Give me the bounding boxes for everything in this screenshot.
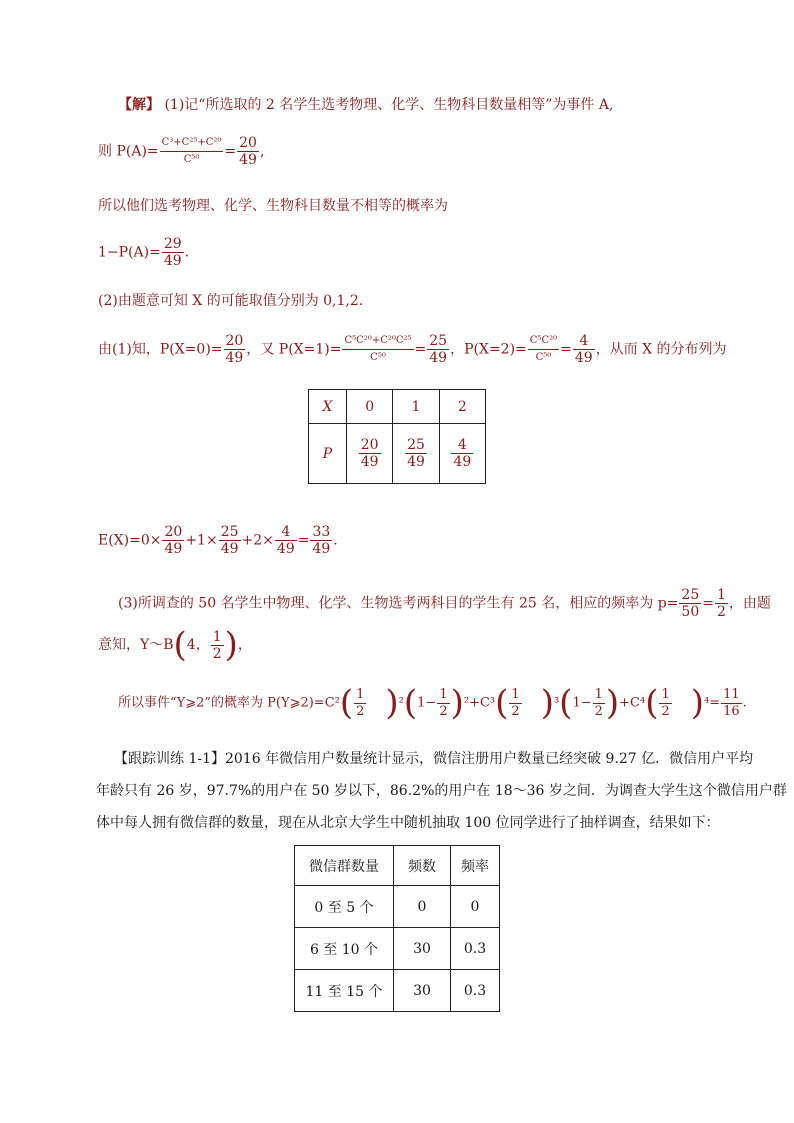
complement-result: $\frac{29}{49}$ — [163, 236, 182, 269]
solution-line-2: 则 P(A)= $\frac{\text{C³+C²⁵+C²⁰}}{\text{C⁵⁰}}$ = $\frac{20}{49}$ , — [98, 135, 265, 168]
dist-cell-1: $\frac{25}{49}$ — [393, 424, 439, 484]
part2-intro: (2)由题意可知 X 的可能取值分别为 0,1,2. — [98, 293, 364, 309]
table-row-3-range: 11 至 15 个 — [295, 970, 394, 1012]
table-row-1-rate: 0 — [451, 886, 500, 928]
exercise-line-2: 年龄只有 26 岁，97.7%的用户在 50 岁以下，86.2%的用户在 18～36 岁之间．为调查大学生这个微信用户群 — [96, 783, 787, 799]
freq-header-count: 微信群数量 — [295, 846, 394, 886]
part3-line-1: (3)所调查的 50 名学生中物理、化学、生物选考两科目的学生有 25 名，相应的频率为 p= $\frac{25}{50}$ = $\frac{1}{2}$ ，由题 — [118, 587, 771, 620]
solution-tag: 【解】 — [118, 97, 160, 113]
frequency-table — [294, 845, 500, 1012]
table-row-2-rate: 0.3 — [451, 928, 500, 970]
part1-intro: (1)记“所选取的 2 名学生选考物理、化学、生物科目数量相等”为事件 A, — [164, 97, 614, 113]
solution-line-5 — [98, 290, 363, 310]
solution-line-1 — [118, 94, 613, 114]
dist-header-2: 2 — [439, 390, 485, 424]
part3-line-3: 所以事件“Y⩾2”的概率为 P(Y⩾2)=C²( $\frac{1}{2}$ )²(1− $\frac{1}{2}$ )²+C³( $\frac{1}{2}$ )³(1− $\frac{1}{2}$ )+C⁴( $\frac{1}{2}$ )⁴= $\frac{11}{16}$ . — [118, 683, 747, 723]
complement-note: 所以他们选考物理、化学、生物科目数量不相等的概率为 — [98, 198, 448, 214]
table-row-2-range: 6 至 10 个 — [295, 928, 394, 970]
exercise-line-3: 体中每人拥有微信群的数量，现在从北京大学生中随机抽取 100 位同学进行了抽样调查，结果如下： — [96, 815, 720, 831]
dist-cell-2: $\frac{4}{49}$ — [439, 424, 485, 484]
table-row-1-range: 0 至 5 个 — [295, 886, 394, 928]
freq-header-rate: 频率 — [451, 846, 500, 886]
table-row-1-count: 0 — [394, 886, 451, 928]
exercise-line-1: 【跟踪训练 1-1】2016 年微信用户数量统计显示，微信注册用户数量已经突破 9.27 亿．微信用户平均 — [114, 751, 754, 767]
p-a-result: $\frac{20}{49}$ — [239, 135, 257, 168]
dist-label-p: P — [309, 424, 347, 484]
table-row-3-rate: 0.3 — [451, 970, 500, 1012]
dist-cell-0: $\frac{20}{49}$ — [347, 424, 393, 484]
p-a-label: 则 P(A)= — [98, 143, 159, 160]
part3-line-2: 意知，Y～B(4， $\frac{1}{2}$ )， — [98, 625, 252, 665]
table-row-3-count: 30 — [394, 970, 451, 1012]
solution-line-6: 由(1)知，P(X=0)= $\frac{20}{49}$ ，又 P(X=1)= $\frac{\text{C⁵C²⁰+C²⁰C²⁵}}{\text{C⁵⁰}}$ = $\frac{25}{49}$ ，P(X=2)= $\frac{\text{C⁵C²⁰}}{\text{C⁵⁰}}$ = $\frac{4}{49}$ ，从而 X 的分布列为 — [98, 333, 727, 366]
expectation-line: E(X)=0× $\frac{20}{49}$ +1× $\frac{25}{49}$ +2× $\frac{4}{49}$ = $\frac{33}{49}$ . — [98, 524, 338, 557]
solution-line-4: 1−P(A)= $\frac{29}{49}$ . — [98, 236, 190, 269]
solution-line-3 — [98, 195, 448, 215]
dist-header-x: X — [309, 390, 347, 424]
table-row-2-count: 30 — [394, 928, 451, 970]
distribution-table — [308, 389, 486, 484]
p-a-fraction: $\frac{\text{C³+C²⁵+C²⁰}}{\text{C⁵⁰}}$ — [161, 137, 222, 165]
freq-header-frequency: 频数 — [394, 846, 451, 886]
dist-header-1: 1 — [393, 390, 439, 424]
dist-header-0: 0 — [347, 390, 393, 424]
